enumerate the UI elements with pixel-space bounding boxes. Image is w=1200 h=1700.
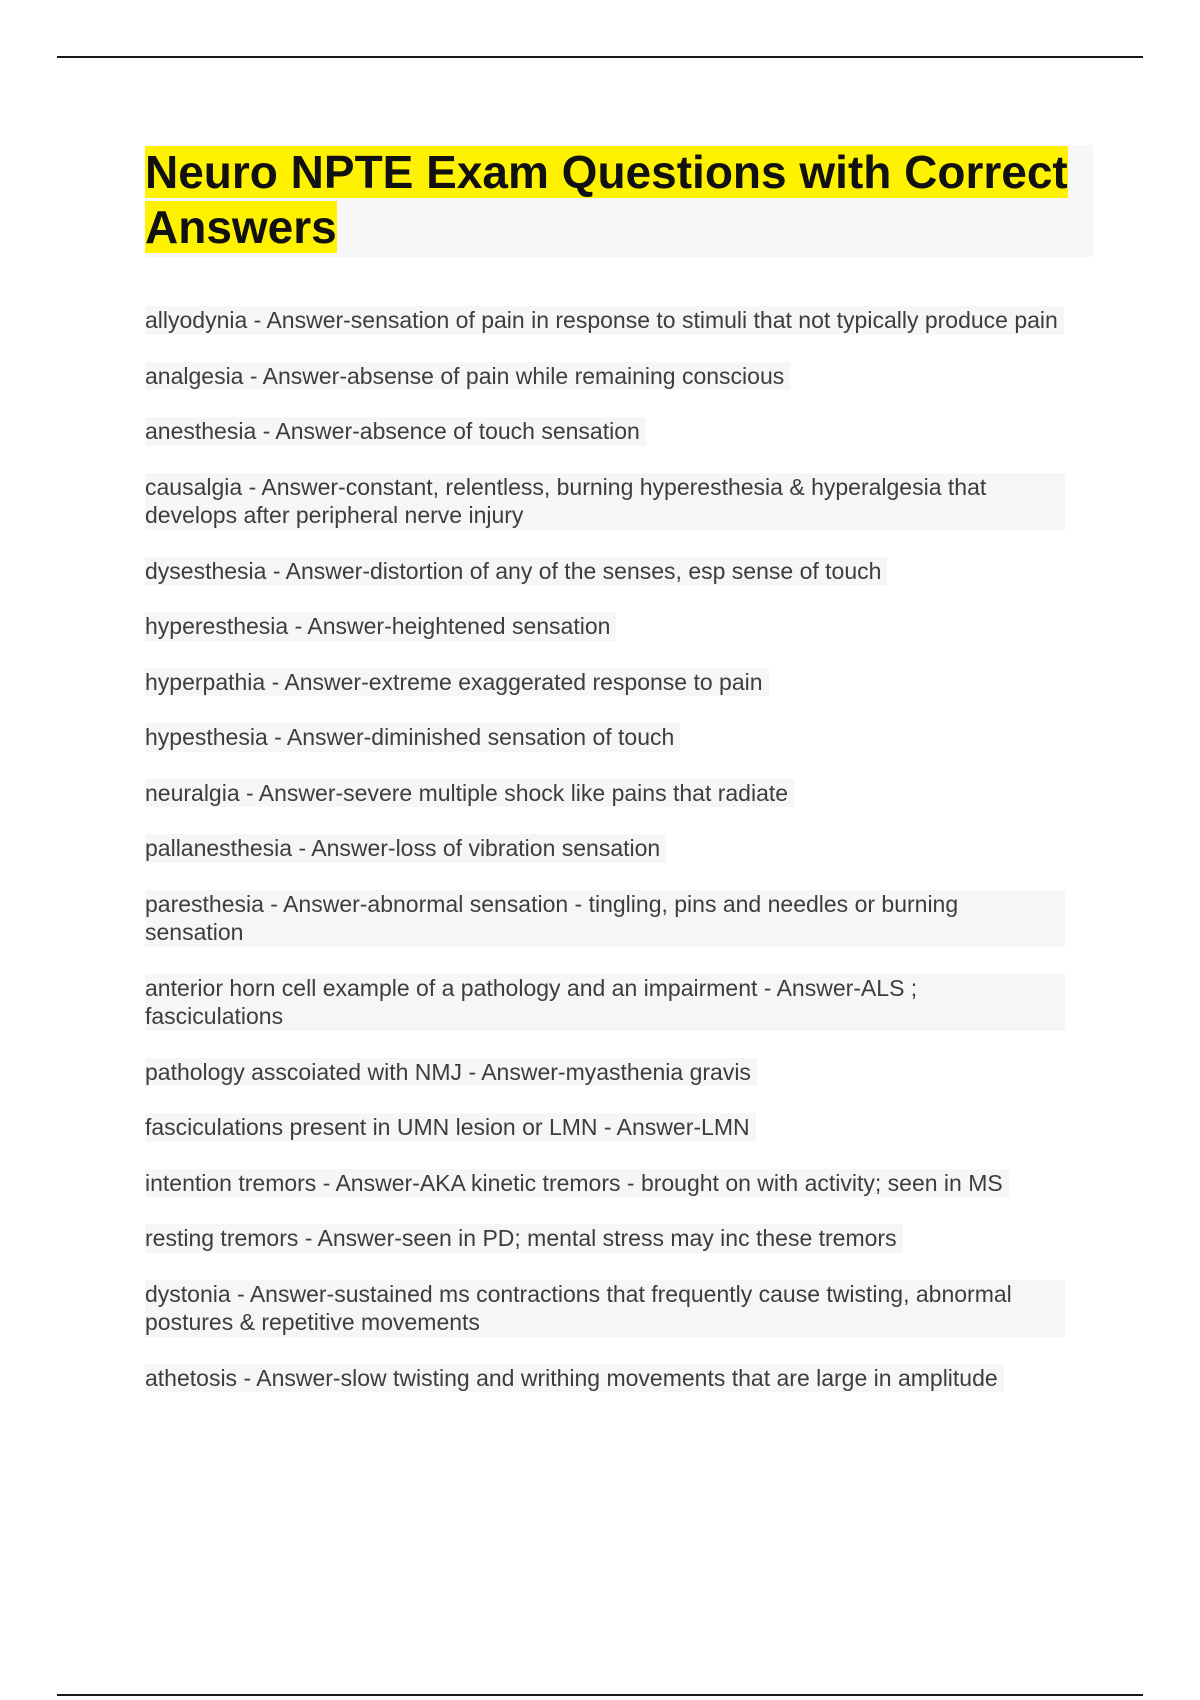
qa-entry: causalgia - Answer-constant, relentless, burning hyperesthesia & hyperalgesia that develops after peripheral nerve injury bbox=[145, 473, 1065, 530]
qa-entry: analgesia - Answer-absense of pain while remaining conscious bbox=[145, 362, 790, 391]
qa-entry: hyperesthesia - Answer-heightened sensation bbox=[145, 612, 616, 641]
document-title bbox=[145, 145, 1093, 255]
qa-entry: hypesthesia - Answer-diminished sensation of touch bbox=[145, 723, 680, 752]
qa-entry: athetosis - Answer-slow twisting and writhing movements that are large in amplitude bbox=[145, 1364, 1004, 1393]
qa-entry: fasciculations present in UMN lesion or LMN - Answer-LMN bbox=[145, 1113, 756, 1142]
qa-entry: allyodynia - Answer-sensation of pain in response to stimuli that not typically produce pain bbox=[145, 306, 1064, 335]
qa-entry: pathology asscoiated with NMJ - Answer-myasthenia gravis bbox=[145, 1058, 757, 1087]
qa-entry: pallanesthesia - Answer-loss of vibration sensation bbox=[145, 834, 666, 863]
qa-entry: neuralgia - Answer-severe multiple shock like pains that radiate bbox=[145, 779, 794, 808]
qa-entry: resting tremors - Answer-seen in PD; mental stress may inc these tremors bbox=[145, 1224, 903, 1253]
qa-entry: hyperpathia - Answer-extreme exaggerated response to pain bbox=[145, 668, 769, 697]
top-rule bbox=[57, 56, 1143, 58]
qa-entry: anterior horn cell example of a pathology and an impairment - Answer-ALS ; fasciculations bbox=[145, 974, 1065, 1031]
qa-entry: dystonia - Answer-sustained ms contractions that frequently cause twisting, abnormal postures & repetitive movements bbox=[145, 1280, 1065, 1337]
title-block bbox=[145, 145, 1093, 257]
document-title-text: Neuro NPTE Exam Questions with Correct Answers bbox=[145, 146, 1068, 253]
qa-list bbox=[145, 306, 1065, 1419]
qa-entry: intention tremors - Answer-AKA kinetic tremors - brought on with activity; seen in MS bbox=[145, 1169, 1009, 1198]
qa-entry: dysesthesia - Answer-distortion of any of the senses, esp sense of touch bbox=[145, 557, 887, 586]
qa-entry: anesthesia - Answer-absence of touch sensation bbox=[145, 417, 646, 446]
qa-entry: paresthesia - Answer-abnormal sensation - tingling, pins and needles or burning sensation bbox=[145, 890, 1065, 947]
bottom-rule bbox=[57, 1694, 1143, 1696]
